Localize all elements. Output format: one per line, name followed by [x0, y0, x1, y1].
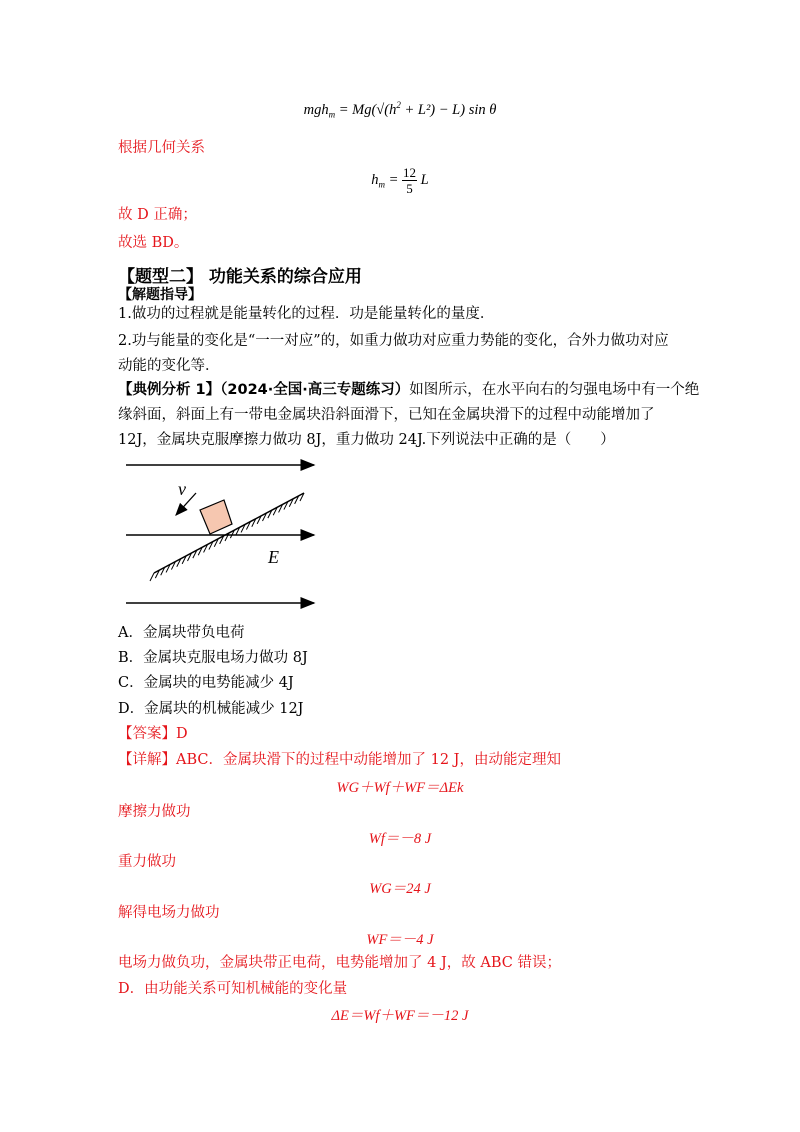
- equation-2: Wf＝－8 J: [368, 831, 432, 847]
- example-source: （2024·全国·高三专题练习）: [220, 382, 410, 398]
- incline-figure: [118, 455, 328, 615]
- guide-item-1: 1.做功的过程就是能量转化的过程．功是能量转化的量度．: [118, 306, 495, 322]
- formula-root-h: h: [389, 101, 397, 118]
- example-line-a: [118, 380, 699, 400]
- formula-sq: 2: [396, 100, 401, 110]
- formula-eq: = Mg: [335, 101, 372, 118]
- guide-title: 【解题指导】: [118, 287, 202, 303]
- gravity-label: 重力做功: [118, 854, 176, 870]
- example-line-c: 12J，金属块克服摩擦力做功 8J，重力做功 24J.下列说法中正确的是（ ）: [118, 432, 615, 448]
- formula2-den: 5: [406, 181, 413, 196]
- option-d: D．金属块的机械能减少 12J: [118, 701, 304, 717]
- example-tag: 【典例分析 1】: [118, 382, 221, 398]
- conclusion-d: 故 D 正确；: [118, 207, 197, 223]
- formula2-sub: m: [378, 179, 385, 190]
- electric-label: 解得电场力做功: [118, 905, 220, 921]
- formula-tail: sin θ: [468, 101, 497, 118]
- field-label: E: [268, 547, 279, 567]
- example-line-b: 缘斜面，斜面上有一带电金属块沿斜面滑下，已知在金属块滑下的过程中动能增加了: [118, 407, 655, 423]
- formula-plus-l: + L: [400, 101, 426, 118]
- example-text-a: 如图所示，在水平向右的匀强电场中有一个绝: [409, 382, 700, 398]
- equation-4: WF＝－4 J: [366, 932, 434, 948]
- option-c: C．金属块的电势能减少 4J: [118, 675, 294, 691]
- friction-label: 摩擦力做功: [118, 804, 191, 820]
- formula-height: [0, 165, 800, 196]
- detail-text: ABC．金属块滑下的过程中动能增加了 12 J，由动能定理知: [176, 752, 561, 768]
- velocity-label: v: [178, 479, 186, 499]
- option-a: A．金属块带负电荷: [118, 625, 245, 641]
- incline-hatching: [150, 493, 304, 581]
- formula2-eq: =: [385, 171, 403, 188]
- detail-line: [118, 750, 561, 770]
- conclusion-select: 故选 BD。: [118, 235, 189, 251]
- formula2-num: 12: [403, 165, 417, 180]
- answer: 【答案】D: [118, 726, 188, 742]
- formula-lhs: mgh: [303, 101, 329, 118]
- d-text: D．由功能关系可知机械能的变化量: [118, 981, 348, 997]
- metal-block: [200, 500, 232, 534]
- formula-sub: m: [328, 109, 336, 120]
- equation-1: WG＋Wf＋WF＝ΔEk: [336, 780, 464, 796]
- formula2-tail: L: [420, 171, 429, 188]
- equation-5: ΔE＝Wf＋WF＝－12 J: [331, 1008, 469, 1024]
- formula-energy-balance: $mgh_m = Mg(√(h^2 + L^2) - L)$ sin θ: [303, 100, 497, 120]
- guide-item-2a: 2.功与能量的变化是“一一对应”的，如重力做功对应重力势能的变化，合外力做功对应: [118, 333, 669, 349]
- formula-minus-l: − L: [435, 101, 461, 118]
- equation-3: WG＝24 J: [369, 881, 431, 897]
- formula2-lhs: h: [371, 171, 379, 188]
- option-b: B．金属块克服电场力做功 8J: [118, 650, 308, 666]
- guide-item-2b: 动能的变化等．: [118, 358, 220, 374]
- detail-tag: 【详解】: [118, 752, 176, 768]
- section-title: 【题型二】 功能关系的综合应用: [118, 267, 362, 287]
- hatch-mark: [150, 573, 154, 581]
- geo-label: 根据几何关系: [118, 140, 205, 156]
- summary-line: 电场力做负功，金属块带正电荷，电势能增加了 4 J，故 ABC 错误；: [118, 955, 561, 971]
